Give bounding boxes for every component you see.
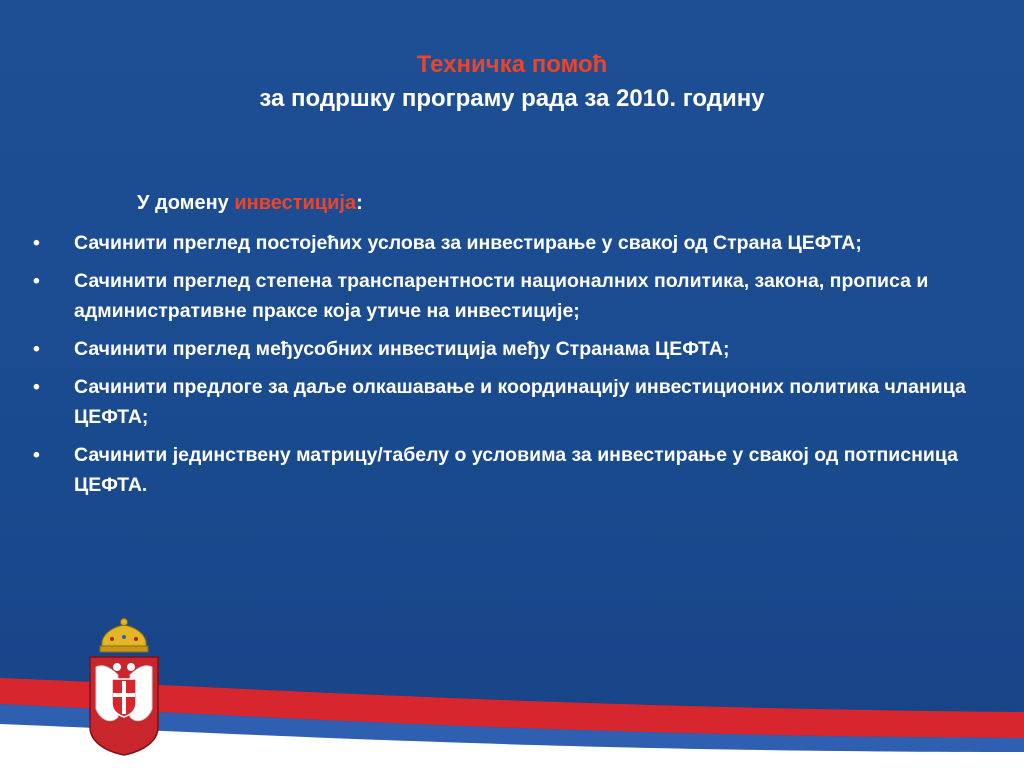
bullet-text: Сачинити предлоге за даље олкашавање и координацију инвестиционих политика чланица ЦЕФТА;	[74, 376, 966, 428]
bullet-item	[30, 266, 1015, 326]
bullet-icon: •	[33, 376, 40, 398]
coat-of-arms-icon	[82, 617, 166, 757]
crown-icon	[100, 619, 148, 653]
crest-head-left	[113, 663, 121, 671]
bullet-text: Сачинити јединствену матрицу/табелу о условима за инвестирање у свакој од потписница ЦЕФТА.	[74, 444, 958, 496]
bullet-text: Сачинити преглед међусобних инвестиција међу Странама ЦЕФТА;	[74, 338, 730, 360]
shield-icon	[112, 679, 136, 717]
title-main: Техничка помоћ	[416, 51, 608, 78]
bullet-item	[30, 334, 1015, 364]
section-intro	[137, 188, 363, 218]
bullet-list	[30, 228, 1015, 508]
bullet-item	[30, 440, 1015, 500]
intro-suffix: :	[356, 192, 363, 214]
bullet-icon: •	[33, 444, 40, 466]
bullet-icon: •	[33, 232, 40, 254]
crest-head-right	[127, 663, 135, 671]
title-subtitle: за подршку програму рада за 2010. годину	[259, 85, 765, 112]
slide-title	[0, 48, 1024, 116]
bullet-text: Сачинити преглед постојећих услова за инвестирање у свакој од Страна ЦЕФТА;	[74, 232, 862, 254]
bullet-item	[30, 372, 1015, 432]
bullet-text: Сачинити преглед степена транспарентности националних политика, закона, прописа и административне праксе која утиче на инвестиције;	[74, 270, 929, 322]
bullet-icon: •	[33, 338, 40, 360]
bullet-item	[30, 228, 1015, 258]
intro-highlight: инвестиција	[234, 192, 357, 214]
bullet-icon: •	[33, 270, 40, 292]
intro-prefix: У домену	[137, 192, 235, 214]
